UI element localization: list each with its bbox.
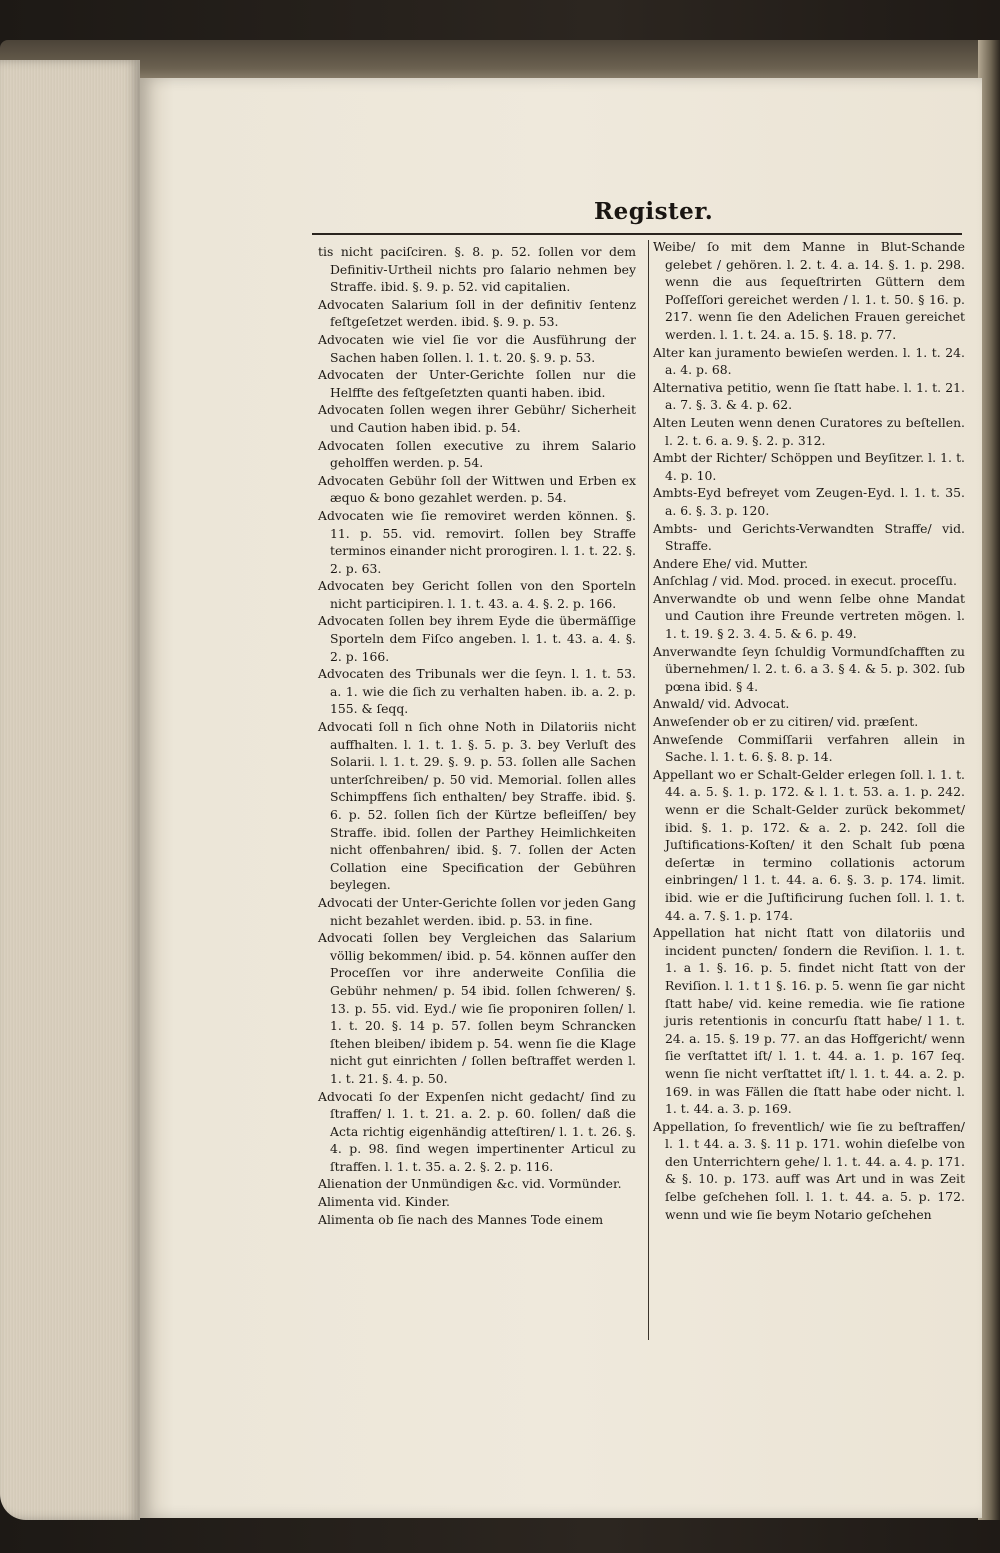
index-entry: Advocaten bey Gericht ſollen von den Sporteln nicht participiren. l. 1. t. 43. a. 4. §. 2. p. 166.	[318, 578, 636, 611]
index-entry: Alimenta vid. Kinder.	[318, 1194, 450, 1210]
index-entry: Advocati ſollen bey Vergleichen das Salarium völlig bekommen/ ibid. p. 54. können auſſer den Proceſſen vor ihre anderweite Conſilia die Gebühr nehmen/ p. 54 ibid. ſollen ſchweren/ §. 13. p. 55. vid. Eyd./ wie ſie proponiren ſollen/ l. 1. t. 20. §. 14 p. 57. ſollen beym Schrancken ſtehen bleiben/ ibidem p. 54. wenn ſie die Klage nicht gut einrichten / ſollen beſtraffet werden l. 1. t. 21. §. 4. p. 50.	[318, 930, 636, 1086]
index-entry: Advocaten der Unter-Gerichte ſollen nur die Helffte des feſtgeſetzten quanti haben. ibid.	[318, 367, 636, 400]
head-rule	[312, 233, 962, 235]
index-entry: Anſchlag / vid. Mod. proced. in execut. proceſſu.	[653, 573, 957, 589]
index-entry: Ambts- und Gerichts-Verwandten Straffe/ vid. Straffe.	[653, 520, 965, 554]
index-entry: Alienation der Unmündigen &c. vid. Vormünder.	[318, 1176, 622, 1192]
index-entry: Advocaten ſollen wegen ihrer Gebühr/ Sicherheit und Caution haben ibid. p. 54.	[318, 402, 636, 435]
index-entry: Appellation, ſo freventlich/ wie ſie zu beſtraffen/ l. 1. t 44. a. 3. §. 11 p. 171. wohin dieſelbe von den Unterrichtern gehe/ l. 1. t. 44. a. 4. p. 171. & §. 10. p. 173. auff was Art und in was Zeit ſelbe geſchehen ſoll. l. 1. t. 44. a. 5. p. 172. wenn und wie ſie beym Notario geſchehen	[653, 1118, 965, 1222]
index-entry: Advocaten ſollen executive zu ihrem Salario geholffen werden. p. 54.	[318, 437, 636, 471]
book-top-edge	[0, 40, 990, 80]
right-column	[653, 238, 965, 1223]
index-entry: Andere Ehe/ vid. Mutter.	[653, 555, 809, 571]
index-entry: Anwald/ vid. Advocat.	[653, 696, 790, 712]
index-entry: Advocaten Gebühr ſoll der Wittwen und Erben ex æquo & bono gezahlet werden. p. 54.	[318, 472, 636, 506]
index-entry: Advocati der Unter-Gerichte ſollen vor jeden Gang nicht bezahlet werden. ibid. p. 53. in fine.	[318, 894, 636, 928]
index-entry: Appellation hat nicht ſtatt von dilatoriis und incident puncten/ ſondern die Reviſion. l. 1. t. 1. a 1. §. 16. p. 5. findet nicht ſtatt von der Reviſion. l. 1. t 1 §. 16. p. 5. wenn ſie gar nicht ſtatt habe/ vid. keine remedia. wie ſie ratione juris retentionis in concurſu ſtatt habe/ l 1. t. 24. a. 15. §. 19 p. 77. an das Hoffgericht/ wenn ſie verſtattet iſt/ l. 1. t. 44. a. 1. p. 167 ſeq. wenn ſie nicht verſtattet iſt/ l. 1. t. 44. a. 2. p. 169. in was Fällen die ſtatt habe oder nicht. l. 1. t. 44. a. 3. p. 169.	[653, 925, 965, 1117]
left-column	[318, 243, 636, 1228]
index-entry: Advocaten wie viel ſie vor die Ausführung der Sachen haben ſollen. l. 1. t. 20. §. 9. p. 53.	[318, 331, 636, 365]
index-entry: Ambt der Richter/ Schöppen und Beyſitzer. l. 1. t. 4. p. 10.	[653, 450, 965, 483]
column-divider	[648, 240, 649, 1340]
index-entry: tis nicht paciſciren. §. 8. p. 52. ſollen vor dem Definitiv-Urtheil nichts pro ſalario nehmen bey Straffe. ibid. §. 9. p. 52. vid capitalien.	[318, 244, 636, 295]
index-entry: Weibe/ ſo mit dem Manne in Blut-Schande gelebet / gehören. l. 2. t. 4. a. 14. §. 1. p. 298. wenn die aus ſequeſtrirten Güttern dem Poſſeſſori gereichet werden / l. 1. t. 50. § 16. p. 217. wenn ſie den Adelichen Frauen gereichet werden. l. 1. t. 24. a. 15. §. 18. p. 77.	[653, 239, 965, 342]
index-entry: Advocati ſoll n ſich ohne Noth in Dilatoriis nicht auffhalten. l. 1. t. 1. §. 5. p. 3. bey Verluſt des Solarii. l. 1. t. 29. §. 9. p. 53. ſollen alle Sachen unterſchreiben/ p. 50 vid. Memorial. ſollen alles Schimpffens ſich enthalten/ bey Straffe. ibid. §. 6. p. 52. ſollen ſich der Kürtze befleiſſen/ bey Straffe. ibid. ſollen der Parthey Heimlichkeiten nicht offenbahren/ ibid. §. 7. ſollen der Acten Collation eine Specification der Gebühren beylegen.	[318, 719, 636, 893]
index-entry: Ambts-Eyd befreyet vom Zeugen-Eyd. l. 1. t. 35. a. 6. §. 3. p. 120.	[653, 485, 965, 518]
index-entry: Alimenta ob ſie nach des Mannes Tode einem	[318, 1211, 604, 1227]
index-entry: Anweſende Commiſſarii verfahren allein in Sache. l. 1. t. 6. §. 8. p. 14.	[653, 731, 965, 765]
index-entry: Alten Leuten wenn denen Curatores zu beſtellen. l. 2. t. 6. a. 9. §. 2. p. 312.	[653, 414, 965, 448]
book-page-edges	[0, 60, 140, 1520]
index-entry: Anweſender ob er zu citiren/ vid. præſent.	[653, 714, 919, 730]
running-head: Register.	[594, 198, 714, 225]
index-entry: Anverwandte ſeyn ſchuldig Vormundſchafften zu übernehmen/ l. 2. t. 6. a 3. § 4. & 5. p. 302. ſub pœna ibid. § 4.	[653, 643, 965, 694]
index-entry: Advocaten Salarium ſoll in der definitiv ſentenz feſtgeſetzet werden. ibid. §. 9. p. 53.	[318, 296, 636, 330]
index-entry: Advocaten des Tribunals wer die ſeyn. l. 1. t. 53. a. 1. wie die ſich zu verhalten haben. ib. a. 2. p. 155. & ſeqq.	[318, 666, 636, 717]
index-entry: Advocaten wie ſie removiret werden können. §. 11. p. 55. vid. removirt. ſollen bey Straffe terminos einander nicht prorogiren. l. 1. t. 22. §. 2. p. 63.	[318, 507, 636, 576]
index-entry: Advocaten ſollen bey ihrem Eyde die übermäſſige Sporteln dem Fiſco angeben. l. 1. t. 43. a. 4. §. 2. p. 166.	[318, 613, 636, 664]
index-entry: Alter kan juramento bewieſen werden. l. 1. t. 24. a. 4. p. 68.	[653, 344, 965, 378]
index-entry: Advocati ſo der Expenſen nicht gedacht/ ſind zu ſtraffen/ l. 1. t. 21. a. 2. p. 60. ſollen/ daß die Acta richtig eigenhändig atteſtiren/ l. 1. t. 26. §. 4. p. 98. ſind wegen impertinenter Articul zu ſtraffen. l. 1. t. 35. a. 2. §. 2. p. 116.	[318, 1088, 636, 1174]
index-entry: Anverwandte ob und wenn ſelbe ohne Mandat und Caution ihre Freunde vertreten mögen. l. 1. t. 19. § 2. 3. 4. 5. & 6. p. 49.	[653, 590, 965, 642]
index-entry: Appellant wo er Schalt-Gelder erlegen ſoll. l. 1. t. 44. a. 5. §. 1. p. 172. & l. 1. t. 53. a. 1. p. 242. wenn er die Schalt-Gelder zurück bekommet/ ibid. §. 1. p. 172. & a. 2. p. 242. ſoll die Juſtifications-Koſten/ it den Schalt ſub pœna deſertæ in termino collationis actorum einbringen/ l 1. t. 44. a. 6. §. 3. p. 174. limit. ibid. wie er die Juſtificirung ſuchen ſoll. l. 1. t. 44. a. 7. §. 1. p. 174.	[653, 766, 965, 923]
index-entry: Alternativa petitio, wenn ſie ſtatt habe. l. 1. t. 21. a. 7. §. 3. & 4. p. 62.	[653, 379, 965, 413]
